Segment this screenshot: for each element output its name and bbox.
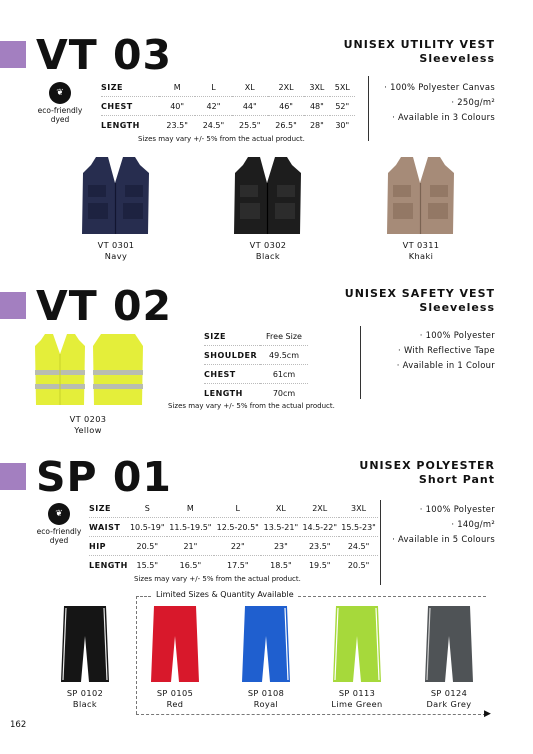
eco-badge-vt03 [30,82,90,124]
table-header: SIZE [89,499,128,518]
table-cell: 20.5" [128,537,167,556]
table-cell: 61cm [260,365,308,384]
table-header: 3XL [339,499,378,518]
item-caption [226,688,306,710]
section-tab-vt03 [0,41,26,68]
item-code: VT 0311 [402,240,440,250]
table-cell: 23" [261,537,300,556]
item-color: Navy [104,251,128,261]
table-cell: Free Size [260,327,308,346]
row-label: SIZE [204,327,260,346]
feature-item: · Available in 3 Colours [392,112,495,122]
safety-vest-image-back [91,332,145,407]
feature-item: · 100% Polyester [419,504,495,514]
shorts-image-royal [241,604,291,684]
row-label: LENGTH [89,560,128,570]
item-code: VT 0301 [97,240,135,250]
eco-label: eco-friendly dyed [37,106,83,124]
table-row [204,384,308,403]
table-header: L [195,78,231,97]
item-color: Yellow [74,425,102,435]
table-header: L [214,499,261,518]
feature-item: · 100% Polyester Canvas [384,82,495,92]
size-table-vt03 [101,78,355,134]
size-table-vt02 [204,327,308,402]
row-label: CHEST [204,365,260,384]
item-code: SP 0105 [156,688,194,698]
table-cell: 10.5-19" [128,518,167,537]
table-header: M [167,499,214,518]
eco-badge-sp01 [29,503,89,545]
table-cell: 18.5" [270,560,292,570]
table-cell: 52" [330,97,355,116]
vest-image-navy [78,155,153,237]
size-note-vt03: Sizes may vary +/- 5% from the actual product. [138,135,305,143]
vest-image-khaki [383,155,458,237]
item-color: Royal [253,699,279,709]
item-caption [381,240,461,262]
table-cell: 21" [167,537,214,556]
feature-item: · 140g/m² [451,519,495,529]
product-code-vt02: VT 02 [36,282,173,330]
table-cell: 14.5-22" [300,518,339,537]
table-header: 5XL [330,78,355,97]
item-code: VT 0203 [69,414,107,424]
table-row [101,116,355,135]
shorts-image-dark-grey [424,604,474,684]
product-code-sp01: SP 01 [36,453,172,501]
feature-item: · 250g/m² [451,97,495,107]
item-caption [48,414,128,436]
table-cell: 26.5" [275,120,297,130]
feature-item: · 100% Polyester [419,330,495,340]
item-code: SP 0124 [430,688,468,698]
table-cell: 15.5" [136,560,158,570]
safety-vest-image-front [33,332,87,407]
page-number: 162 [10,720,27,730]
limited-box-bottom [136,714,486,715]
table-cell: 16.5" [179,560,202,570]
item-caption [228,240,308,262]
size-header-row [89,499,378,518]
item-caption [76,240,156,262]
row-label: CHEST [101,97,159,116]
table-row [89,537,378,556]
divider [368,76,369,141]
table-cell: 48" [304,97,329,116]
feature-item: · Available in 5 Colours [392,534,495,544]
limited-availability-label: Limited Sizes & Quantity Available [156,590,294,599]
table-header: XL [232,78,268,97]
table-row [204,365,308,384]
item-color: Red [166,699,184,709]
features-vt03 [384,80,495,125]
table-cell: 23.5" [300,537,339,556]
table-header: 2XL [300,499,339,518]
row-label: HIP [89,537,128,556]
table-cell: 22" [214,537,261,556]
table-cell: 13.5-21" [261,518,300,537]
size-note-sp01: Sizes may vary +/- 5% from the actual product. [134,575,301,583]
table-row [204,346,308,365]
table-cell: 49.5cm [260,346,308,365]
table-cell: 25.5" [238,120,261,130]
table-cell: 15.5-23" [339,518,378,537]
features-vt02 [397,328,495,373]
table-cell: 11.5-19.5" [167,518,214,537]
table-cell: 23.5" [166,120,188,130]
item-code: SP 0108 [247,688,285,698]
shorts-image-lime-green [332,604,382,684]
shorts-image-red [150,604,200,684]
item-code: VT 0302 [249,240,287,250]
eco-label: eco-friendly dyed [36,527,82,545]
product-title-vt03: UNISEX UTILITY VEST [343,38,495,51]
item-caption [45,688,125,710]
item-color: Black [255,251,281,261]
table-header: XL [261,499,300,518]
size-header-row [101,78,355,97]
item-color: Black [72,699,98,709]
product-title-vt02: UNISEX SAFETY VEST [344,287,495,300]
table-cell: 24.5" [202,120,225,130]
table-cell: 70cm [272,388,296,398]
section-tab-sp01 [0,463,26,490]
leaf-icon: ❦ [48,503,70,525]
feature-item: · Available in 1 Colour [396,360,495,370]
table-cell: 24.5" [339,537,378,556]
table-header: SIZE [101,78,159,97]
product-subtitle-vt02: Sleeveless [419,301,495,314]
table-cell: 28" [309,120,324,130]
shorts-image-black [60,604,110,684]
table-row [89,518,378,537]
table-cell: 12.5-20.5" [214,518,261,537]
table-header: 3XL [304,78,329,97]
features-sp01 [392,502,495,547]
divider [360,326,361,399]
limited-box-top [136,596,151,597]
table-header: 2XL [268,78,304,97]
item-code: SP 0102 [66,688,104,698]
table-cell: 46" [268,97,304,116]
table-cell: 40" [159,97,195,116]
divider [380,500,381,585]
row-label: WAIST [89,518,128,537]
item-caption [317,688,397,710]
row-label: LENGTH [204,388,243,398]
item-caption [135,688,215,710]
size-note-vt02: Sizes may vary +/- 5% from the actual product. [168,402,335,410]
product-title-sp01: UNISEX POLYESTER [359,459,495,472]
limited-box-top [298,596,486,597]
arrow-right-icon: ▶ [484,709,491,719]
table-cell: 20.5" [347,560,370,570]
feature-item: · With Reflective Tape [398,345,495,355]
section-tab-vt02 [0,292,26,319]
table-row [89,556,378,575]
table-cell: 30" [335,120,350,130]
product-code-vt03: VT 03 [36,31,173,79]
item-color: Dark Grey [426,699,472,709]
vest-image-black [230,155,305,237]
item-color: Khaki [408,251,434,261]
table-cell: 44" [232,97,268,116]
table-cell: 42" [195,97,231,116]
item-code: SP 0113 [338,688,376,698]
row-label: LENGTH [101,120,140,130]
table-row [101,97,355,116]
item-color: Lime Green [331,699,383,709]
leaf-icon: ❦ [49,82,71,104]
table-header: M [159,78,195,97]
product-subtitle-vt03: Sleeveless [419,52,495,65]
table-header: S [128,499,167,518]
product-subtitle-sp01: Short Pant [418,473,495,486]
table-cell: 19.5" [308,560,331,570]
table-cell: 17.5" [227,560,249,570]
size-table-sp01 [89,499,378,574]
item-caption [409,688,489,710]
row-label: SHOULDER [204,346,260,365]
table-row [204,327,308,346]
